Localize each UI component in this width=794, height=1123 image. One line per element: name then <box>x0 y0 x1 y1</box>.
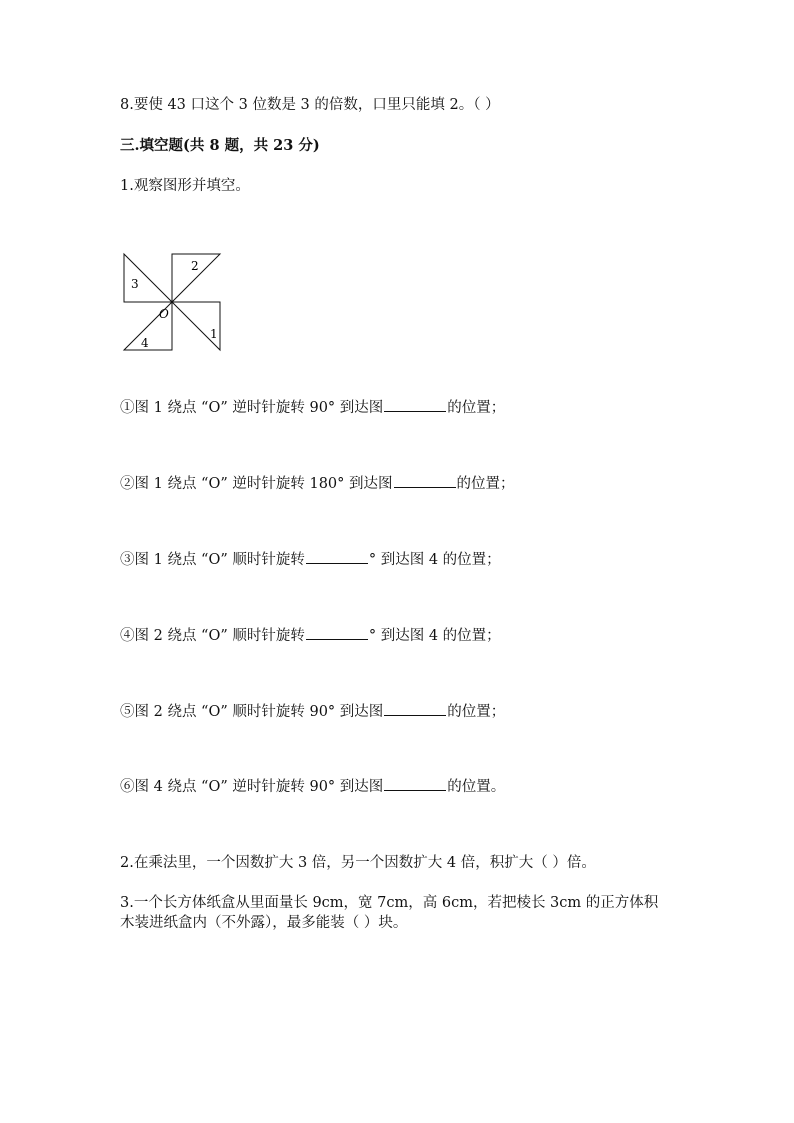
item-2-blank[interactable] <box>394 473 456 488</box>
item-2-suffix: 的位置； <box>456 476 515 492</box>
label-1: 1 <box>210 327 218 341</box>
question-1-item-1 <box>120 397 505 419</box>
item-3-suffix: ° 到达图 4 的位置； <box>368 552 501 568</box>
item-4-blank[interactable] <box>306 625 368 640</box>
question-1-item-4 <box>120 625 501 647</box>
item-1-blank[interactable] <box>384 397 446 412</box>
item-4-text: ④图 2 绕点 “O” 顺时针旋转 <box>120 628 305 644</box>
item-6-suffix: 的位置。 <box>447 779 506 795</box>
question-3-line-2: 木装进纸盒内（不外露），最多能装（ ）块。 <box>120 915 408 931</box>
item-5-blank[interactable] <box>384 701 446 716</box>
question-1-stem: 1.观察图形并填空。 <box>120 178 250 194</box>
item-1-text: ①图 1 绕点 “O” 逆时针旋转 90° 到达图 <box>120 400 384 416</box>
section-title: 三.填空题(共 8 题，共 23 分) <box>120 137 320 154</box>
label-3: 3 <box>131 277 139 291</box>
triangle-1 <box>172 302 220 350</box>
question-8: 8.要使 43 口这个 3 位数是 3 的倍数，口里只能填 2。（ ） <box>120 97 500 113</box>
item-6-blank[interactable] <box>384 776 446 791</box>
question-1-item-3 <box>120 549 501 571</box>
question-1-item-2 <box>120 473 515 495</box>
question-1-item-6 <box>120 776 505 798</box>
question-1-item-5 <box>120 701 505 723</box>
label-4: 4 <box>141 336 149 350</box>
item-1-suffix: 的位置； <box>447 400 506 416</box>
pinwheel-figure <box>118 248 228 358</box>
question-3-line-1: 3.一个长方体纸盒从里面量长 9cm，宽 7cm，高 6cm，若把棱长 3cm 的正方体积 <box>120 895 659 911</box>
item-2-text: ②图 1 绕点 “O” 逆时针旋转 180° 到达图 <box>120 476 393 492</box>
item-5-suffix: 的位置； <box>447 704 506 720</box>
center-label-o: O <box>159 307 169 321</box>
item-6-text: ⑥图 4 绕点 “O” 逆时针旋转 90° 到达图 <box>120 779 384 795</box>
item-5-text: ⑤图 2 绕点 “O” 顺时针旋转 90° 到达图 <box>120 704 384 720</box>
item-3-text: ③图 1 绕点 “O” 顺时针旋转 <box>120 552 305 568</box>
question-2: 2.在乘法里，一个因数扩大 3 倍，另一个因数扩大 4 倍，积扩大（ ）倍。 <box>120 855 596 871</box>
item-3-blank[interactable] <box>306 549 368 564</box>
item-4-suffix: ° 到达图 4 的位置； <box>368 628 501 644</box>
label-2: 2 <box>191 259 199 273</box>
